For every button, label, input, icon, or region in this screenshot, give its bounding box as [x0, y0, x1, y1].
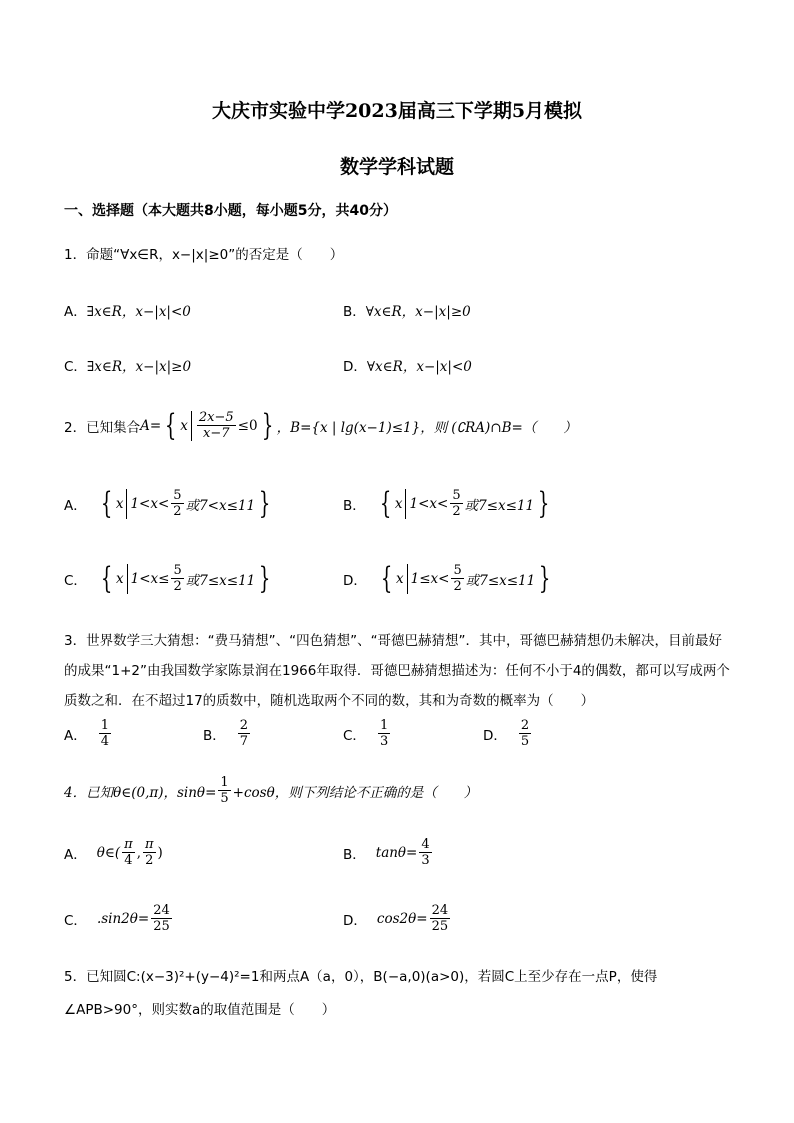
fraction [171, 488, 183, 519]
fraction [171, 563, 183, 594]
fraction [143, 837, 156, 868]
set-var: x [115, 495, 124, 512]
fraction-denominator: 25 [153, 919, 170, 934]
option-expression: cos2θ= [376, 910, 428, 927]
set-bar [407, 564, 408, 594]
fraction-numerator: 1 [379, 718, 389, 733]
fraction-numerator: 1 [220, 775, 229, 790]
option-label: D． [343, 572, 367, 589]
option-text: ∀x∈R，x−|x|≥0 [365, 304, 471, 320]
right-brace: } [259, 560, 271, 596]
inequality-right: 或7≤x≤11 [464, 497, 535, 514]
q4-option-d [343, 903, 452, 934]
fraction [378, 718, 390, 749]
inequality-left: 1<x< [130, 495, 170, 512]
option-label: A． [64, 304, 87, 320]
fraction-numerator: 2x−5 [198, 410, 234, 425]
q3-option-c [343, 718, 392, 749]
fraction-denominator: 2 [173, 579, 182, 594]
q2-set-b: ，B={x | lg(x−1)≤1}，则 [276, 419, 448, 436]
exam-subtitle: 数学学科试题 [339, 156, 454, 178]
option-label: A． [64, 727, 87, 744]
option-label: B． [343, 846, 366, 863]
q4-option-c [64, 903, 174, 934]
left-brace: { [380, 560, 393, 596]
set-bar [127, 564, 128, 594]
inequality-left: 1<x< [409, 495, 449, 512]
q2-option-a [64, 485, 274, 521]
exam-title: 大庆市实验中学2023届高三下学期5月模拟 [211, 100, 583, 122]
fraction-numerator: 24 [153, 903, 170, 918]
interval-comma: , [136, 844, 141, 861]
set-var: x [396, 570, 404, 587]
left-brace: { [100, 485, 113, 521]
left-brace: { [100, 560, 113, 596]
inequality-left: 1≤x< [410, 570, 450, 587]
q1-option-d [343, 355, 472, 375]
q2-option-c [64, 560, 274, 596]
fraction-denominator: 7 [239, 734, 249, 749]
fraction-numerator: 5 [173, 563, 182, 578]
fraction-numerator: 5 [173, 488, 182, 503]
fraction-numerator: 5 [452, 488, 461, 503]
set-bar [191, 411, 192, 441]
question-3-stem: 3．世界数学三大猜想：“费马猜想”、“四色猜想”、“哥德巴赫猜想”．其中，哥德巴赫猜想仍未解决，目前最好的成果“1+2”由我国数学家陈景润在1966年取得．哥德巴赫猜想描述为：任何不小于4的偶数，都可以写成两个质数之和．在不超过17的质数中，随机选取两个不同的数，其和为奇数的概率为（ ） [64, 633, 730, 709]
option-label: B． [343, 497, 366, 514]
q1-option-c [64, 355, 191, 375]
inequality-left: 1<x≤ [130, 570, 170, 587]
option-label: A． [64, 846, 87, 863]
option-label: A． [64, 497, 87, 514]
set-bar [126, 489, 127, 519]
fraction [519, 718, 531, 749]
q4-stem-part-a: 4．已知θ∈(0,π)，sinθ= [64, 784, 217, 801]
q3-option-b [203, 718, 252, 749]
question-1-stem: 1．命题“∀x∈R，x−|x|≥0”的否定是（ ） [64, 247, 344, 263]
fraction-numerator: 4 [421, 837, 430, 852]
left-brace: { [164, 407, 177, 443]
q2-prefix: 2．已知集合 [64, 419, 141, 436]
q3-option-d [483, 718, 533, 749]
set-var: x [116, 570, 124, 587]
fraction [450, 488, 462, 519]
fraction-denominator: 3 [421, 853, 430, 868]
fraction-denominator: 2 [173, 504, 182, 519]
option-label: D． [483, 727, 507, 744]
q2-option-b [343, 485, 553, 521]
inequality-right: 或7≤x≤11 [185, 572, 256, 589]
q1-option-a [64, 300, 191, 320]
option-label: B． [203, 727, 226, 744]
set-bar [405, 489, 406, 519]
right-brace: } [258, 485, 271, 521]
fraction-denominator: 2 [453, 579, 462, 594]
option-expression: .sin2θ= [96, 910, 150, 927]
inequality-right: 或7≤x≤11 [465, 572, 536, 589]
question-5-line-1: 5．已知圆C:(x−3)²+(y−4)²=1和两点A（a，0），B(−a,0)(a>0)，若圆C上至少存在一点P，使得 [64, 969, 658, 985]
fraction-denominator: 25 [431, 919, 449, 934]
right-brace: } [539, 560, 551, 596]
fraction [122, 837, 135, 868]
section-heading: 一、选择题（本大题共8小题，每小题5分，共40分） [64, 203, 397, 219]
q3-option-a [64, 718, 113, 749]
fraction-numerator: 2 [239, 718, 249, 733]
fraction-denominator: x−7 [203, 426, 230, 441]
q1-option-b [343, 300, 471, 320]
question-4-stem [64, 775, 477, 806]
right-brace: } [537, 485, 550, 521]
option-text: ∃x∈R，x−|x|≥0 [86, 359, 192, 375]
fraction [238, 718, 250, 749]
q4-stem-part-b: +cosθ，则下列结论不正确的是（ ） [232, 784, 478, 801]
option-label: C． [64, 912, 87, 929]
q4-option-b [343, 837, 434, 868]
question-2-stem [64, 407, 577, 443]
fraction [218, 775, 230, 806]
fraction-numerator: 24 [431, 903, 449, 918]
option-label: C． [64, 572, 87, 589]
fraction [451, 563, 463, 594]
option-label: D． [343, 912, 367, 929]
option-text: ∀x∈R，x−|x|<0 [366, 359, 472, 375]
fraction-denominator: 4 [124, 853, 133, 868]
option-label: C． [64, 359, 87, 375]
fraction-denominator: 2 [145, 853, 154, 868]
question-5-line-2: ∠APB>90°，则实数a的取值范围是（ ） [64, 1002, 336, 1018]
set-var: x [394, 495, 403, 512]
q2-set-a-lhs: A= [140, 417, 162, 434]
option-expression: tanθ= [375, 844, 418, 861]
fraction [419, 837, 431, 868]
q2-set-a-relation: ≤0 [237, 417, 258, 434]
option-text: ∃x∈R，x−|x|<0 [86, 304, 191, 320]
fraction [430, 903, 451, 934]
q2-set-a-fraction [197, 410, 236, 441]
fraction [99, 718, 111, 749]
fraction-denominator: 2 [452, 504, 461, 519]
q2-stem-end: (∁RA)∩B=（ ） [451, 419, 577, 436]
q2-option-d [343, 560, 554, 596]
fraction-denominator: 5 [520, 734, 530, 749]
fraction-numerator: π [124, 837, 133, 852]
fraction-numerator: 2 [520, 718, 530, 733]
option-label: B． [343, 304, 366, 320]
interval-open: θ∈( [96, 844, 121, 861]
inequality-right: 或7<x≤11 [185, 497, 256, 514]
fraction-denominator: 3 [379, 734, 389, 749]
left-brace: { [379, 485, 392, 521]
q4-option-a [64, 837, 163, 868]
fraction [151, 903, 172, 934]
right-brace: } [261, 407, 273, 443]
set-var: x [180, 417, 188, 434]
fraction-numerator: 5 [453, 563, 462, 578]
option-label: C． [343, 727, 366, 744]
interval-close: ) [157, 844, 163, 861]
fraction-denominator: 4 [100, 734, 110, 749]
fraction-denominator: 5 [220, 791, 229, 806]
fraction-numerator: π [144, 837, 154, 852]
fraction-numerator: 1 [100, 718, 110, 733]
option-label: D． [343, 359, 367, 375]
